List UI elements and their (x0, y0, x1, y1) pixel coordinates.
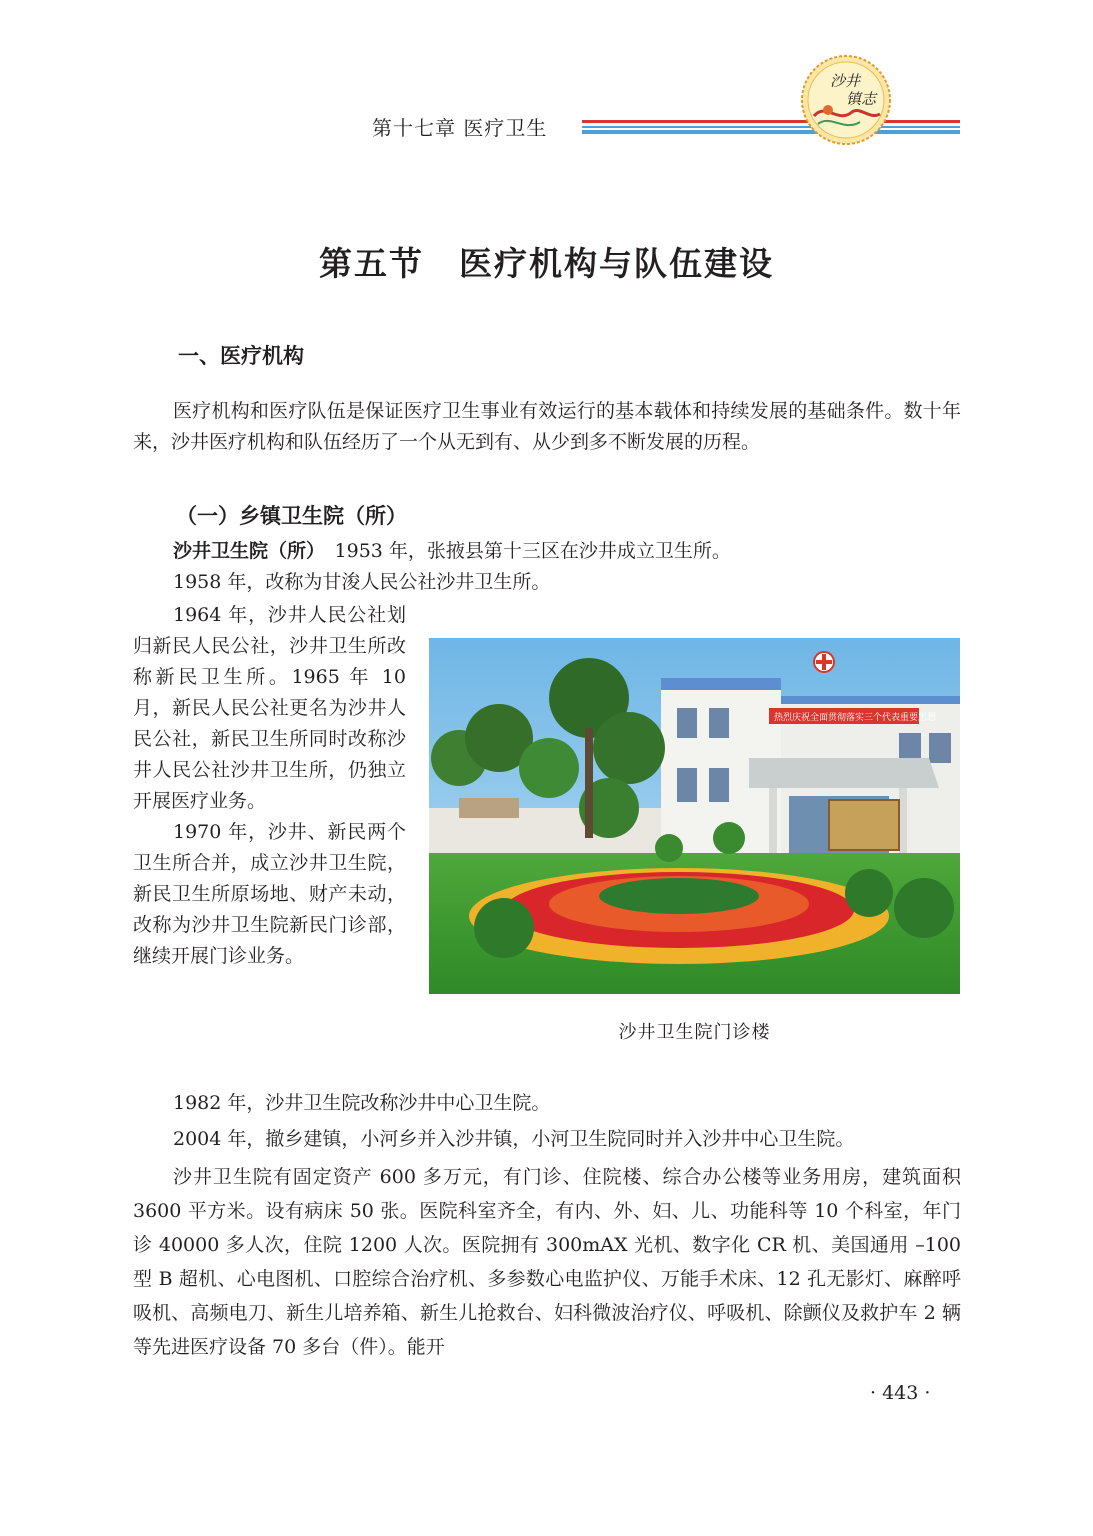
intro-paragraph: 医疗机构和医疗队伍是保证医疗卫生事业有效运行的基本载体和持续发展的基础条件。数十年来，沙井医疗机构和队伍经历了一个从无到有、从少到多不断发展的历程。 (133, 400, 961, 453)
header-rule (582, 120, 960, 136)
running-header-chapter: 第十七章 医疗卫生 (372, 116, 548, 140)
photo-caption: 沙井卫生院门诊楼 (618, 1022, 771, 1043)
paragraph-1964: 1964 年，沙井人民公社划归新民人民公社，沙井卫生所改称新民卫生所。1965 年 10 月，新民人民公社更名为沙井人民公社，新民卫生所同时改称沙井人民公社沙井卫生所，仍独立开展医疗业务。 (133, 604, 406, 812)
heading-township-hospital: （一）乡镇卫生院（所） (176, 504, 407, 528)
paragraph-1958: 1958 年，改称为甘浚人民公社沙井卫生所。 (173, 571, 551, 593)
heading-medical-institutions: 一、医疗机构 (178, 344, 304, 368)
photo-banner-text: 热烈庆祝全面贯彻落实三个代表重要思想 (774, 713, 937, 723)
paragraph-1970: 1970 年，沙井、新民两个卫生所合并，成立沙井卫生院，新民卫生所原场地、财产未动，改称为沙井卫生院新民门诊部，继续开展门诊业务。 (133, 821, 406, 967)
section-title: 第五节 医疗机构与队伍建设 (319, 244, 774, 283)
paragraph-lead-term: 沙井卫生院（所） (173, 540, 316, 562)
paragraph-1953-text: 1953 年，张掖县第十三区在沙井成立卫生所。 (315, 540, 731, 562)
svg-text:沙井: 沙井 (830, 72, 861, 90)
page-number: · 443 · (870, 1382, 931, 1404)
paragraph-hospital-assets: 沙井卫生院有固定资产 600 多万元，有门诊、住院楼、综合办公楼等业务用房，建筑面积 3600 平方米。设有病床 50 张。医院科室齐全，有内、外、妇、儿、功能科等 10 个科室，年门诊 40000 多人次，住院 1200 人次。医院拥有 300mAX 光机、数字化 CR 机、美国通用 –100 型 B 超机、心电图机、口腔综合治疗机、多参数心电监护仪、万能手术床、12 孔无影灯、麻醉呼吸机、高频电刀、新生儿培养箱、新生儿抢救台、妇科微波治疗仪、呼吸机、除颤仪及救护车 2 辆等先进医疗设备 70 多台（件）。能开 (133, 1166, 961, 1358)
paragraph-1982: 1982 年，沙井卫生院改称沙井中心卫生院。 (173, 1092, 551, 1114)
side-column-text (133, 600, 406, 972)
book-seal-logo (800, 54, 892, 146)
hospital-outpatient-photo (429, 638, 960, 994)
paragraph-1953 (173, 536, 961, 567)
paragraph-2004: 2004 年，撤乡建镇，小河乡并入沙井镇，小河卫生院同时并入沙井中心卫生院。 (173, 1128, 855, 1150)
svg-text:镇志: 镇志 (846, 90, 877, 108)
